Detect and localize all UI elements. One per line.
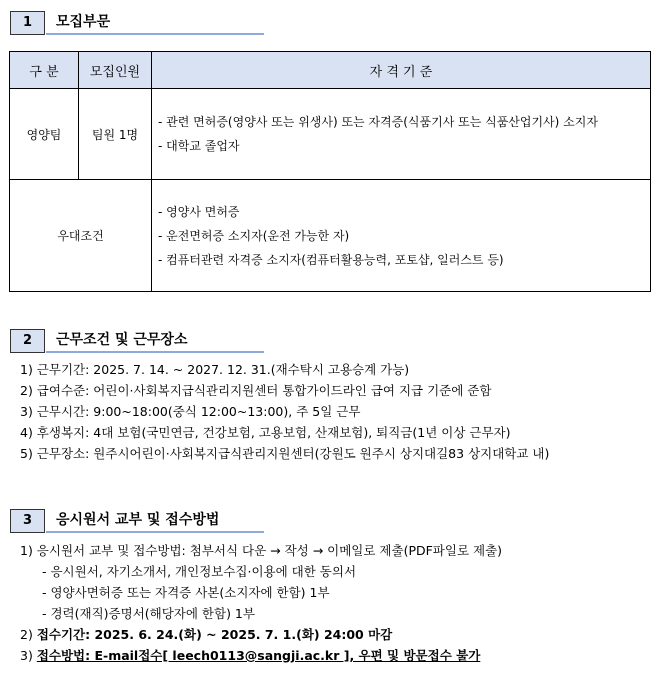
row-category: 영양팀 — [10, 89, 79, 180]
list-item: - 응시원서, 자기소개서, 개인정보수집·이용에 대한 동의서 — [42, 564, 357, 579]
section-title: 응시원서 교부 및 접수방법 — [46, 509, 264, 533]
list-item: - 경력(재직)증명서(해당자에 한함) 1부 — [42, 606, 255, 621]
header-category: 구 분 — [10, 52, 79, 89]
section-title: 근무조건 및 근무장소 — [46, 329, 264, 353]
work-conditions-list — [20, 359, 549, 464]
row-qualifications — [152, 89, 651, 180]
application-list — [20, 540, 502, 666]
row-qualifications — [152, 180, 651, 292]
table-row — [10, 180, 651, 292]
application-method — [20, 645, 502, 666]
list-item: - 영양사면허증 또는 자격증 사본(소지자에 한함) 1부 — [42, 585, 330, 600]
list-item: 5) 근무장소: 원주시어린이·사회복지급식관리지원센터(강원도 원주시 상지대길83 상지대학교 내) — [20, 446, 550, 461]
header-qualifications: 자 격 기 준 — [152, 52, 651, 89]
qualification-item: - 컴퓨터관련 자격증 소지자(컴퓨터활용능력, 포토샵, 일러스트 등) — [158, 252, 504, 267]
row-category: 우대조건 — [10, 180, 152, 292]
table-row — [10, 89, 651, 180]
list-number: 2) — [20, 627, 37, 642]
section-title: 모집부문 — [46, 11, 264, 35]
method-text: 접수방법: E-mail접수[ leech0113@sangji.ac.kr ], 우편 및 방문접수 불가 — [36, 648, 481, 663]
recruitment-table — [9, 51, 651, 292]
list-item: 4) 후생복지: 4대 보험(국민연금, 건강보험, 고용보험, 산재보험), 퇴직금(1년 이상 근무자) — [20, 425, 511, 440]
section-number: 2 — [10, 329, 45, 353]
qualification-item: - 운전면허증 소지자(운전 가능한 자) — [158, 228, 350, 243]
header-count: 모집인원 — [79, 52, 152, 89]
list-item: 1) 근무기간: 2025. 7. 14. ~ 2027. 12. 31.(재수탁시 고용승계 가능) — [20, 362, 410, 377]
table-header-row — [10, 52, 651, 89]
qualification-item: - 영양사 면허증 — [158, 204, 240, 219]
list-item: 1) 응시원서 교부 및 접수방법: 첨부서식 다운 → 작성 → 이메일로 제출(PDF파일로 제출) — [20, 543, 503, 558]
section-number: 1 — [10, 11, 45, 35]
qualification-item: - 관련 면허증(영양사 또는 위생사) 또는 자격증(식품기사 또는 식품산업기사) 소지자 — [158, 115, 598, 129]
period-text: 접수기간: 2025. 6. 24.(화) ~ 2025. 7. 1.(화) 24:00 마감 — [36, 627, 393, 642]
row-count: 팀원 1명 — [79, 89, 152, 180]
list-number: 3) — [20, 648, 37, 663]
list-item: 3) 근무시간: 9:00~18:00(중식 12:00~13:00), 주 5일 근무 — [20, 404, 361, 419]
section-number: 3 — [10, 509, 45, 533]
qualification-item: - 대학교 졸업자 — [158, 139, 240, 153]
application-period — [20, 624, 502, 645]
list-item: 2) 급여수준: 어린이·사회복지급식관리지원센터 통합가이드라인 급여 지급 기준에 준함 — [20, 383, 492, 398]
